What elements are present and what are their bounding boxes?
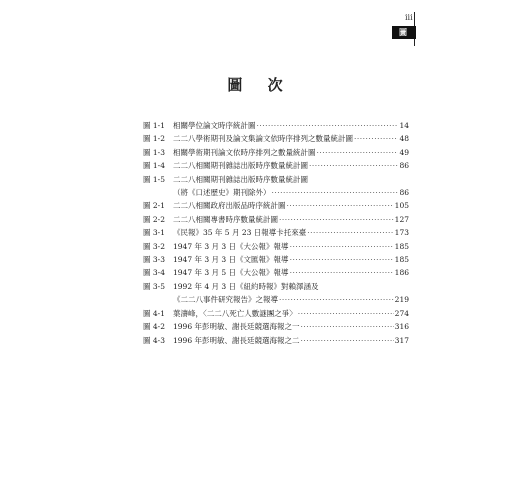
dot-leader [290,253,394,266]
figure-title: 1996 年彭明敏、謝長廷競選海報之二 [173,335,300,345]
figure-number: 圖 1-4 [143,161,165,171]
figure-number: 圖 3-4 [143,268,165,278]
entry-body [173,132,409,145]
dot-leader [257,119,399,132]
figure-number: 圖 3-3 [143,255,165,265]
toc-entry[interactable] [143,173,409,200]
figure-title: 1947 年 3 月 3 日《文匯報》報導 [173,255,289,265]
page-number: 316 [394,322,409,332]
toc-entry[interactable] [143,334,409,347]
figure-title: 二二八相關專書時序數量統計圖 [173,214,278,224]
page-number: 186 [394,268,409,278]
entry-body [173,119,409,132]
entry-body [173,253,409,266]
toc-entry[interactable] [143,213,409,226]
toc-entry[interactable] [143,240,409,253]
toc-entry[interactable] [143,226,409,239]
figure-title: 相關學術期刊論文依時序排列之數量統計圖 [173,147,316,157]
figure-title-row [173,266,409,279]
figure-number: 圖 4-3 [143,335,165,345]
figure-title-row [173,159,409,172]
entry-body [173,320,409,333]
figure-number: 圖 1-2 [143,134,165,144]
toc-entry[interactable] [143,307,409,320]
dot-leader [272,186,399,199]
page-title: 圖 次 [227,76,293,94]
figure-title-row [173,199,409,212]
figure-title: 1947 年 3 月 3 日《大公報》報導 [173,241,289,251]
figure-title: 相關學位論文時序統計圖 [173,121,256,130]
figure-title-row [173,146,409,159]
figure-title-row [173,186,409,199]
entry-body [173,146,409,159]
page-number: 127 [394,214,409,224]
header-page-number: iii [405,13,413,22]
figure-number: 圖 2-2 [143,214,165,224]
dot-leader [300,334,393,347]
toc-entry[interactable] [143,320,409,333]
dot-leader [354,132,398,145]
figure-title-row [173,334,409,347]
dot-leader [317,146,399,159]
figure-title: 《二二八事件研究報告》之報導 [173,295,278,305]
toc-entry[interactable] [143,280,409,307]
dot-leader [298,307,394,320]
figure-title: 二二八相關政府出版品時序統計圖 [173,201,286,211]
toc-entry[interactable] [143,199,409,212]
figure-number: 圖 1-1 [143,121,165,130]
toc-entry[interactable] [143,266,409,279]
figure-title-line: 二二八相關期刊雜誌出版時序數量統計圖 [173,174,308,184]
figure-number: 圖 3-5 [143,281,165,291]
figure-title-row [173,213,409,226]
entry-body [173,199,409,212]
figure-title-row [173,226,409,239]
page-number: 86 [399,188,409,198]
table-of-figures [143,119,409,347]
figure-title-row [173,307,409,320]
page-number: 49 [399,147,409,157]
page-number: 274 [394,308,409,318]
page-number: 14 [399,121,409,130]
figure-number: 圖 3-2 [143,241,165,251]
entry-body [173,307,409,320]
page-number: 48 [399,134,409,144]
page-number: 86 [399,161,409,171]
figure-title-row [173,293,409,306]
toc-entry[interactable] [143,159,409,172]
figure-title: 二二八相關期刊雜誌出版時序數量統計圖 [173,161,308,171]
entry-body [173,226,409,239]
dot-leader [290,240,394,253]
page-number: 185 [394,255,409,265]
figure-number: 圖 1-3 [143,147,165,157]
figure-title-row [173,320,409,333]
dot-leader [287,199,394,212]
toc-entry[interactable] [143,119,409,132]
dot-leader [290,266,394,279]
page-number: 219 [394,295,409,305]
page-number: 185 [394,241,409,251]
toc-entry[interactable] [143,146,409,159]
figure-number: 圖 4-1 [143,308,165,318]
figure-title: 二二八學術期刊及論文集論文依時序排列之數量統計圖 [173,134,353,144]
entry-body [173,334,409,347]
figure-title: 葉濤峰，〈二二八死亡人數謎團之爭〉 [173,308,297,318]
entry-body [173,280,409,307]
figure-title-line: 1992 年 4 月 3 日《紐約時報》對賴澤涵及 [173,281,319,291]
dot-leader [279,213,394,226]
page-number: 105 [394,201,409,211]
figure-title: 《民報》35 年 5 月 23 日報導卡托來臺 [173,228,307,238]
figure-number: 圖 4-2 [143,322,165,332]
dot-leader [309,159,398,172]
entry-body [173,240,409,253]
figure-number: 圖 3-1 [143,228,165,238]
page-number: 317 [394,335,409,345]
figure-title-row [173,253,409,266]
dot-leader [279,293,394,306]
toc-entry[interactable] [143,253,409,266]
figure-title-row [173,119,409,132]
figure-title-row [173,132,409,145]
figure-title: （將《口述歷史》期刊除外） [173,188,271,198]
dot-leader [300,320,393,333]
figure-title-row [173,240,409,253]
dot-leader [307,226,393,239]
entry-body [173,213,409,226]
entry-body [173,159,409,172]
figure-number: 圖 2-1 [143,201,165,211]
figure-title: 1996 年彭明敏、謝長廷競選海報之一 [173,322,300,332]
figure-number: 圖 1-5 [143,174,165,184]
header-section-label: 圖 次 [392,26,416,39]
figure-title: 1947 年 3 月 5 日《大公報》報導 [173,268,289,278]
toc-entry[interactable] [143,132,409,145]
entry-body [173,266,409,279]
page-number: 173 [394,228,409,238]
entry-body [173,173,409,200]
